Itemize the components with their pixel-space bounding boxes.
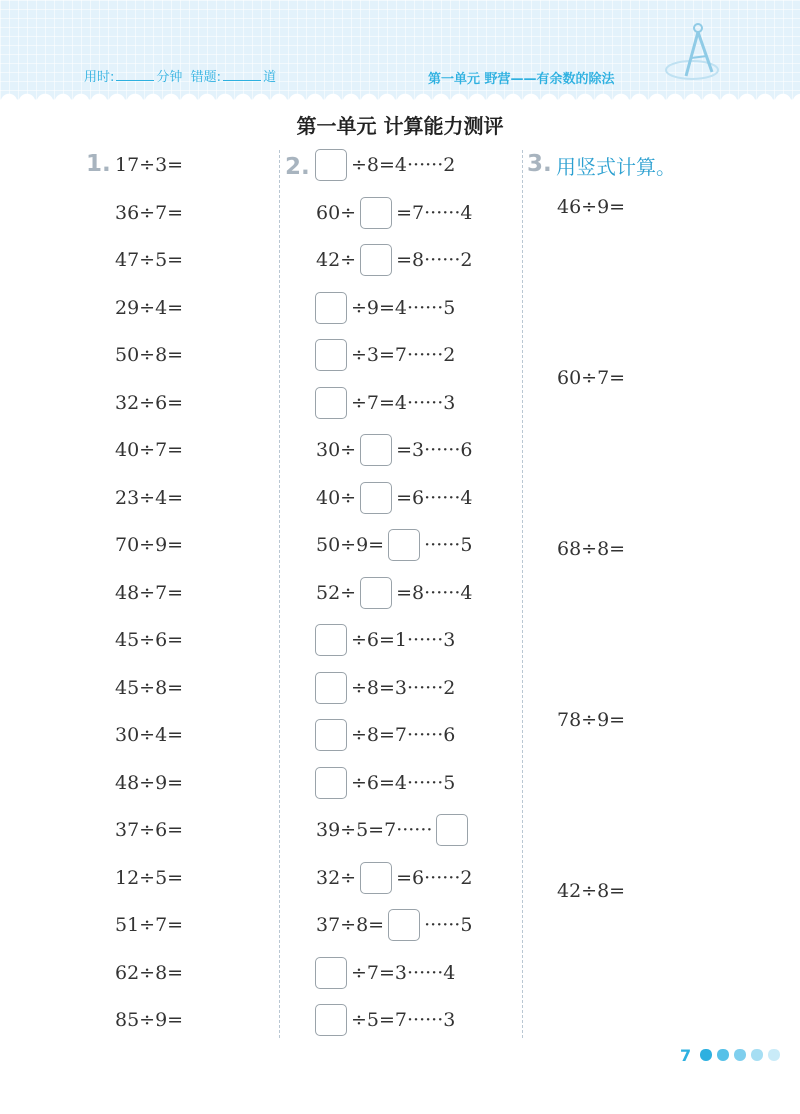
answer-box[interactable] <box>360 197 392 229</box>
answer-box[interactable] <box>315 1004 347 1036</box>
equation-right-part: ÷3=7······2 <box>351 344 456 366</box>
fill-in-row <box>316 814 472 846</box>
unit-title: 第一单元 野营——有余数的除法 <box>428 72 615 87</box>
minute-label: 分钟 <box>156 70 183 85</box>
division-problem: 36÷7= <box>115 201 184 224</box>
fill-in-row <box>311 719 455 751</box>
division-problem: 45÷6= <box>115 629 184 651</box>
vertical-calc-problem: 60÷7= <box>557 367 626 389</box>
fill-in-row <box>316 244 472 276</box>
time-errors-line <box>84 66 276 85</box>
errors-blank[interactable] <box>223 68 261 81</box>
answer-box[interactable] <box>360 244 392 276</box>
answer-box[interactable] <box>388 529 420 561</box>
column-divider-1 <box>279 150 280 1038</box>
decoration-dot <box>734 1049 746 1061</box>
answer-box[interactable] <box>315 719 347 751</box>
column-divider-2 <box>522 150 523 1038</box>
answer-box[interactable] <box>315 149 347 181</box>
question-3-title: 用竖式计算。 <box>556 155 676 179</box>
answer-box[interactable] <box>360 862 392 894</box>
equation-right-part: ÷6=4······5 <box>351 771 456 794</box>
division-problem: 48÷9= <box>115 771 184 794</box>
fill-in-row <box>316 482 472 514</box>
division-problem: 51÷7= <box>115 914 184 936</box>
fill-in-row <box>316 862 472 894</box>
fill-in-row <box>316 529 472 561</box>
equation-left-part: 39÷5=7······ <box>316 819 433 841</box>
decoration-dot <box>768 1049 780 1061</box>
equation-right-part: ÷7=4······3 <box>351 391 456 414</box>
division-problem: 37÷6= <box>115 819 184 841</box>
division-problem: 48÷7= <box>115 581 184 604</box>
answer-box[interactable] <box>436 814 468 846</box>
division-problem: 30÷4= <box>115 724 184 746</box>
division-problem: 40÷7= <box>115 439 184 461</box>
equation-right-part: =8······4 <box>396 581 473 604</box>
fill-in-row <box>311 339 455 371</box>
equation-right-part: ······5 <box>424 534 473 556</box>
equation-right-part: ÷8=3······2 <box>351 676 456 699</box>
division-problem: 62÷8= <box>115 961 184 984</box>
decoration-dot <box>717 1049 729 1061</box>
page-number: 7 <box>680 1046 692 1065</box>
equation-right-part: ······5 <box>424 914 473 936</box>
equation-right-part: ÷9=4······5 <box>351 296 456 319</box>
equation-left-part: 37÷8= <box>316 914 385 936</box>
equation-right-part: ÷5=7······3 <box>351 1009 456 1031</box>
question-2-number: 2. <box>285 154 310 180</box>
fill-in-row <box>311 387 455 419</box>
equation-right-part: =7······4 <box>396 201 473 224</box>
fill-in-row <box>311 672 455 704</box>
decoration-dot <box>700 1049 712 1061</box>
answer-box[interactable] <box>315 672 347 704</box>
equation-left-part: 60÷ <box>316 201 357 224</box>
equation-left-part: 32÷ <box>316 866 357 889</box>
equation-left-part: 30÷ <box>316 439 357 461</box>
answer-box[interactable] <box>360 434 392 466</box>
answer-box[interactable] <box>360 482 392 514</box>
vertical-calc-problem: 68÷8= <box>557 538 626 560</box>
equation-left-part: 50÷9= <box>316 534 385 556</box>
vertical-calc-problem: 46÷9= <box>557 196 626 218</box>
division-problem: 23÷4= <box>115 486 184 509</box>
equation-left-part: 52÷ <box>316 581 357 604</box>
fill-in-row <box>311 624 455 656</box>
answer-box[interactable] <box>388 909 420 941</box>
equation-right-part: =6······4 <box>396 486 473 509</box>
equation-right-part: ÷7=3······4 <box>351 961 456 984</box>
fill-in-row <box>311 1004 455 1036</box>
division-problem: 47÷5= <box>115 249 184 271</box>
equation-left-part: 42÷ <box>316 249 357 271</box>
answer-box[interactable] <box>315 339 347 371</box>
equation-right-part: =3······6 <box>396 439 473 461</box>
equation-right-part: =6······2 <box>396 866 473 889</box>
question-1-number: 1. <box>86 151 111 177</box>
compass-icon <box>660 20 730 90</box>
fill-in-row <box>311 957 455 989</box>
division-problem: 29÷4= <box>115 296 184 319</box>
answer-box[interactable] <box>315 387 347 419</box>
errors-unit: 道 <box>263 70 277 85</box>
vertical-calc-problem: 78÷9= <box>557 709 626 731</box>
fill-in-row <box>316 909 472 941</box>
equation-right-part: ÷8=7······6 <box>351 724 456 746</box>
page-title: 第一单元 计算能力测评 <box>296 114 504 138</box>
division-problem: 12÷5= <box>115 866 184 889</box>
answer-box[interactable] <box>315 624 347 656</box>
equation-left-part: 40÷ <box>316 486 357 509</box>
question-3-number: 3. <box>527 151 552 177</box>
time-label: 用时: <box>84 70 115 85</box>
division-problem: 32÷6= <box>115 391 184 414</box>
answer-box[interactable] <box>360 577 392 609</box>
answer-box[interactable] <box>315 767 347 799</box>
division-problem: 85÷9= <box>115 1009 184 1031</box>
fill-in-row <box>311 767 455 799</box>
time-blank[interactable] <box>116 68 154 81</box>
decoration-dot <box>751 1049 763 1061</box>
vertical-calc-problem: 42÷8= <box>557 880 626 902</box>
answer-box[interactable] <box>315 292 347 324</box>
header-scallop-border <box>0 88 800 104</box>
fill-in-row <box>316 577 472 609</box>
equation-right-part: ÷8=4······2 <box>351 154 456 176</box>
fill-in-row <box>311 292 455 324</box>
fill-in-row <box>316 197 472 229</box>
equation-right-part: =8······2 <box>396 249 473 271</box>
division-problem: 17÷3= <box>115 154 184 176</box>
page-decoration <box>700 1049 780 1061</box>
errors-label: 错题: <box>190 70 222 85</box>
fill-in-row <box>311 149 455 181</box>
fill-in-row <box>316 434 472 466</box>
answer-box[interactable] <box>315 957 347 989</box>
division-problem: 70÷9= <box>115 534 184 556</box>
division-problem: 45÷8= <box>115 676 184 699</box>
equation-right-part: ÷6=1······3 <box>351 629 456 651</box>
division-problem: 50÷8= <box>115 344 184 366</box>
